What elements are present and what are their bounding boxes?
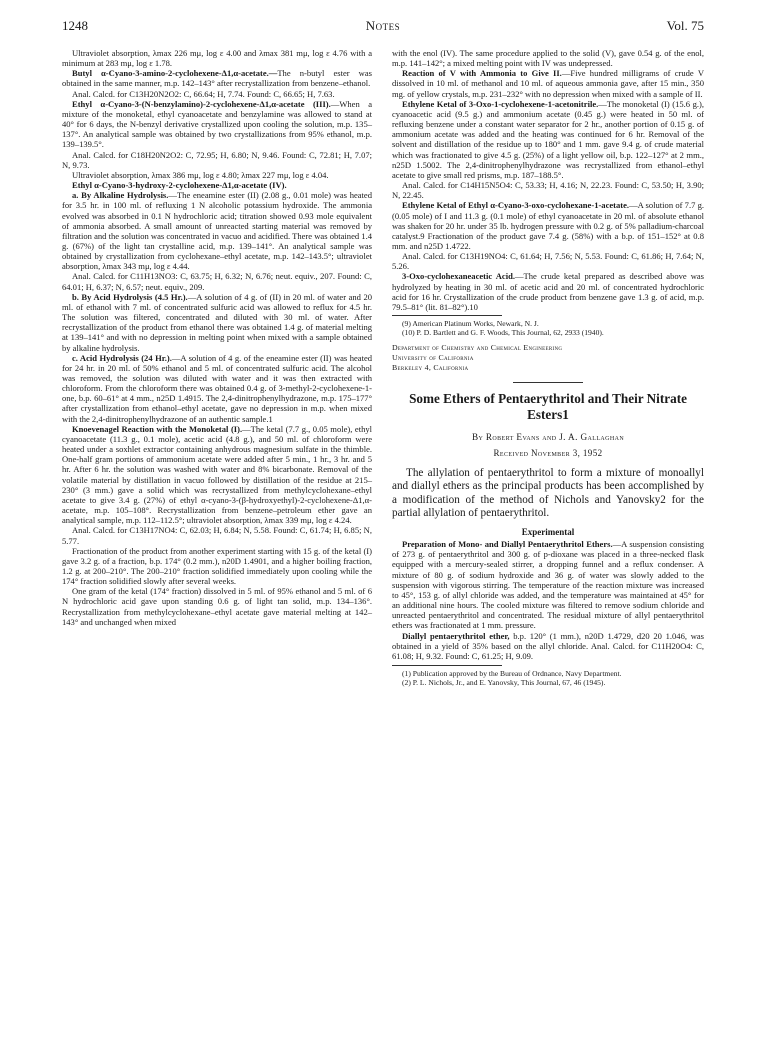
page-header xyxy=(62,18,704,34)
compound-heading: Reaction of V with Ammonia to Give II. xyxy=(402,68,562,79)
compound-heading: Diallyl pentaerythritol ether, xyxy=(402,630,510,641)
volume-label: Vol. 75 xyxy=(666,18,704,33)
footnote-divider xyxy=(392,665,502,666)
paragraph: Ethyl α-Cyano-3-(N-benzylamino)-2-cyclohexene-Δ1,α-acetate (III).—When a mixture of the monoketal, ethyl cyanoacetate and benzylamine was allowed to stand at 40° for 6 days, the N-benzyl derivative crystallized upon cooling the solution, m.p. 135–137°. An analytical sample was obtained by two crystallizations from 95% ethanol, m.p. 139–139.5°. xyxy=(62,98,373,150)
paragraph: Ultraviolet absorption, λmax 226 mμ, log ε 4.00 and λmax 381 mμ, log ε 4.76 with a minimum at 283 mμ, log ε 1.78. xyxy=(62,48,372,69)
analysis-paragraph: Anal. Calcd. for C11H13NO3: C, 63.75; H, 6.32; N, 6.76; neut. equiv., 207. Found: C, 64.01; H, 6.37; N, 6.57; neut. equiv., 209. xyxy=(62,271,372,292)
analysis-paragraph: Anal. Calcd. for C13H20N2O2: C, 66.64; H, 7.74. Found: C, 66.65; H, 7.63. xyxy=(72,88,335,99)
compound-heading: 3-Oxo-cyclohexaneacetic Acid. xyxy=(402,271,515,282)
abstract: The allylation of pentaerythritol to form a mixture of monoallyl and diallyl ethers as the principal products has been accomplished by a modification of the method of Nichols and Yanovsky2 for the partial allylation of pentaerythritol. xyxy=(392,466,704,520)
analysis-paragraph: Anal. Calcd. for C13H17NO4: C, 62.03; H, 6.84; N, 5.58. Found: C, 61.74; H, 6.85; N, 5.77. xyxy=(62,525,372,546)
analysis-paragraph: Anal. Calcd. for C14H15N5O4: C, 53.33; H, 4.16; N, 22.23. Found: C, 53.50; H, 3.90; N, 22.45. xyxy=(392,180,704,201)
article-authors: By Robert Evans and J. A. Gallaghan xyxy=(471,432,625,443)
footnote: (2) P. L. Nichols, Jr., and E. Yanovsky, This Journal, 67, 46 (1945). xyxy=(402,678,606,688)
paragraph: 3-Oxo-cyclohexaneacetic Acid.—The crude ketal prepared as described above was hydrolyzed by heating in 30 ml. of acetic acid and 20 ml. of concentrated hydrochloric acid for 16 hr. Crystallization of the crude product from benzene gave 1.3 g. of acid, m.p. 79.5–81° (lit. 81–82°).10 xyxy=(392,271,704,312)
paragraph: Fractionation of the product from another experiment starting with 15 g. of the ketal (I) gave 3.2 g. of a fraction, b.p. 174° (0.2 mm.), n20D 1.4901, and a higher boiling fraction, 1.2 g. at 200–210°. The 200–210° fraction solidified immediately upon cooling while the 174° fraction solidified slowly after several weeks. xyxy=(62,545,372,587)
analysis-paragraph: Anal. Calcd. for C13H19NO4: C, 61.64; H, 7.56; N, 5.53. Found: C, 61.86; H, 7.64; N, 5.26. xyxy=(392,251,704,272)
paragraph: Ethylene Ketal of 3-Oxo-1-cyclohexene-1-acetonitrile.—The monoketal (I) (15.6 g.), cyanoacetic acid (9.5 g.) and ammonium acetate (0.45 g.) were heated in 50 ml. of refluxing benzene under a constant water separator for 2 hr., another portion of 0.15 g. of ammonium acetate was added and the heating was continued for 6 hr. Removal of the solvent and distillation of the residue up to 180° and 1 mm. gave 9.4 g. of crude material which was fractionated to give 4.5 g. (25%) of a light yellow oil, b.p. 122–127° at 2 mm., n25D 1.5002. The 2,4-dinitrophenylhydrazone was recrystallized from ethanol–ethyl acetate to give small red prisms, m.p. 187–188.5°. xyxy=(392,98,704,180)
paragraph: Diallyl pentaerythritol ether, b.p. 120° (1 mm.), n20D 1.4729, d20 20 1.046, was obtained in a yield of 35% based on the allyl chloride. Anal. Calcd. for C11H20O4: C, 61.08; H, 9.32. Found: C, 61.25; H, 9.09. xyxy=(392,630,705,661)
page-number: 1248 xyxy=(62,18,88,33)
footnote: (10) P. D. Bartlett and G. F. Woods, This Journal, 62, 2933 (1940). xyxy=(402,328,604,338)
footnote: (1) Publication approved by the Bureau of Ordnance, Navy Department. xyxy=(402,668,622,678)
paragraph: a. By Alkaline Hydrolysis.—The eneamine ester (II) (2.08 g., 0.01 mole) was heated for 3.5 hr. in 100 ml. of refluxing 1 N alcoholic potassium hydroxide. The ammonia evolved was absorbed in 0.1 N hydrochloric acid; titration showed 0.93 mole equivalent of ammonia absorbed. A small amount of unreacted starting material was removed by filtration and the solution was concentrated in vacuo and acidified. There was obtained 1.4 g. (67%) of the light tan crystalline acid, m.p. 139–141°. An analytical sample was obtained by crystallization from cyclohexane–ethyl acetate, m.p. 142–143.5°; ultraviolet absorption, λmax 343 mμ, log ε 4.44. xyxy=(62,190,372,272)
compound-heading: Preparation of Mono- and Diallyl Pentaerythritol Ethers. xyxy=(402,539,613,550)
compound-heading: Ethylene Ketal of Ethyl α-Cyano-3-oxo-cyclohexane-1-acetate. xyxy=(402,200,630,211)
subheading: c. Acid Hydrolysis (24 Hr.). xyxy=(72,352,172,363)
section-heading: Experimental xyxy=(521,526,575,537)
paragraph: b. By Acid Hydrolysis (4.5 Hr.).—A solution of 4 g. of (II) in 20 ml. of water and 20 ml. of ethanol with 7 ml. of concentrated sulfuric acid was allowed to reflux for 4.5 hr. The solution was filtered, concentrated and diluted with 30 ml. of water. After recrystallization of the product from ethanol there was obtained 1.4 g. of material melting at 139–141° and with no depression in melting point when mixed with a sample obtained by alkaline hydrolysis. xyxy=(62,291,372,353)
paragraph: Ethylene Ketal of Ethyl α-Cyano-3-oxo-cyclohexane-1-acetate.—A solution of 7.7 g. (0.05 mole) of I and 11.3 g. (0.1 mole) of ethyl cyanoacetate in 20 ml. of absolute ethanol was shaken for 20 hr. under 35 lb. hydrogen pressure with 0.2 g. of 5% palladium-charcoal catalyst.9 Fractionation of the product gave 7.4 g. (58%) with a b.p. of 151–152° at 0.8 mm. and n25D 1.4722. xyxy=(392,200,704,251)
left-column xyxy=(62,48,372,627)
compound-heading: Knoevenagel Reaction with the Monoketal (I). xyxy=(72,423,243,434)
footnote-divider xyxy=(392,315,502,316)
compound-heading: Butyl α-Cyano-3-amino-2-cyclohexene-Δ1,α-acetate.— xyxy=(72,68,278,79)
compound-heading: Ethyl α-Cyano-3-hydroxy-2-cyclohexene-Δ1,α-acetate (IV). xyxy=(72,180,287,191)
running-title: Notes xyxy=(365,18,401,33)
footnote: (9) American Platinum Works, Newark, N. J. xyxy=(402,319,539,329)
paragraph: Preparation of Mono- and Diallyl Pentaerythritol Ethers.—A suspension consisting of 273 g. of pentaerythritol and 300 g. of p-dioxane was placed in a three-necked flask equipped with a mercury-sealed stirrer, a dropping funnel and a reflux condenser. A mixture of 80 g. of sodium hydroxide and 36 g. of water was slowly added to the suspension with vigorous stirring. The temperature of the reaction mixture was increased to 45°, 153 g. of allyl chloride was added, and the temperature was maintained at 45° for an additional nine hours. The cooled mixture was filtered to remove sodium chloride and unreacted pentaerythritol and concentrated. The residual mixture of allyl pentaerythritol ethers was fractionated at 1 mm. pressure. xyxy=(392,539,704,631)
paragraph: with the enol (IV). The same procedure applied to the solid (V), gave 0.54 g. of the enol, m.p. 141–142°; a mixed melting point with IV was undepressed. xyxy=(392,48,704,69)
right-column xyxy=(392,48,704,687)
paragraph: Knoevenagel Reaction with the Monoketal (I).—The ketal (7.7 g., 0.05 mole), ethyl cyanoacetate (11.3 g., 0.1 mole), acetic acid (4.8 g.), and 50 ml. of chloroform were heated under a soxhlet extractor containing anhydrous magnesium sulfate in the thimble. One-half gram portions of ammonium acetate were added after 5 min., 1 hr., 3 hr. and 5 hr. After 6 hr. the solution was washed with water and 8% bicarbonate. Removal of the volatile material by distillation in vacuo followed by distillation of the residue at 215–230° (3 mm.) gave a solid which was recrystallized from methylcyclohexane–ethyl acetate to give 3.4 g. (27%) of ethyl α-cyano-3-(β-hydroxyethyl)-2-cyclohexene-Δ1,α-acetate, m.p. 105–108°. Recrystallization from benzene–petroleum ether gave an analytical sample, m.p. 112–112.5°; ultraviolet absorption, λmax 339 mμ, log ε 4.24. xyxy=(62,423,372,526)
paragraph: Butyl α-Cyano-3-amino-2-cyclohexene-Δ1,α-acetate.—The n-butyl ester was obtained in the same manner, m.p. 142–143° after recrystallization from benzene–ethanol. xyxy=(62,68,372,89)
subheading: b. By Acid Hydrolysis (4.5 Hr.). xyxy=(72,291,188,302)
affiliation: Department of Chemistry and Chemical Engineering University of California Berkeley 4, California xyxy=(392,343,563,372)
footnotes xyxy=(392,665,704,687)
paragraph: One gram of the ketal (174° fraction) dissolved in 5 ml. of 95% ethanol and 5 ml. of 6 N hydrochloric acid gave upon standing 0.6 g. of light tan solid, m.p. 134–136°. Recrystallization from methylcyclohexane–ethyl acetate gave material melting at 142–143° and unchanged when mixed xyxy=(62,586,372,627)
analysis-paragraph: Anal. Calcd. for C18H20N2O2: C, 72.95; H, 6.80; N, 9.46. Found: C, 72.81; H, 7.07; N, 9.73. xyxy=(62,149,372,170)
paragraph: Reaction of V with Ammonia to Give II.—Five hundred milligrams of crude V dissolved in 10 ml. of methanol and 10 ml. of aqueous ammonia gave, after 15 min., 350 mg. of yellow crystals, m.p. 231–232° with no depression when mixed with a sample of II. xyxy=(392,68,704,99)
paragraph: c. Acid Hydrolysis (24 Hr.).—A solution of 4 g. of the eneamine ester (II) was heated for 24 hr. in 20 ml. of 50% ethanol and 5 ml. of concentrated sulfuric acid. The alcohol was removed, the solution was diluted with water and it was then extracted with chloroform. From the chloroform there was obtained 0.4 g. of 3-methyl-2-cyclohexene-1-one, b.p. 60–61° at 4 mm., n25D 1.4915. The 2,4-dinitrophenylhydrazone, m.p. 175–177° after crystallization from ethanol–ethyl acetate, gave no depression in m.p. when mixed with the 2,4-dinitrophenylhydrazone of an authentic sample.1 xyxy=(62,352,373,424)
compound-heading: Ethyl α-Cyano-3-(N-benzylamino)-2-cyclohexene-Δ1,α-acetate (III). xyxy=(72,98,331,109)
article-title: Some Ethers of Pentaerythritol and Their Nitrate Esters1 xyxy=(409,391,687,422)
subheading: a. By Alkaline Hydrolysis. xyxy=(72,190,169,201)
article-divider xyxy=(513,382,583,383)
received-date: Received November 3, 1952 xyxy=(493,448,603,459)
compound-heading: Ethylene Ketal of 3-Oxo-1-cyclohexene-1-acetonitrile. xyxy=(402,98,599,109)
paragraph: Ultraviolet absorption, λmax 386 mμ, log ε 4.80; λmax 227 mμ, log ε 4.04. xyxy=(72,169,329,180)
